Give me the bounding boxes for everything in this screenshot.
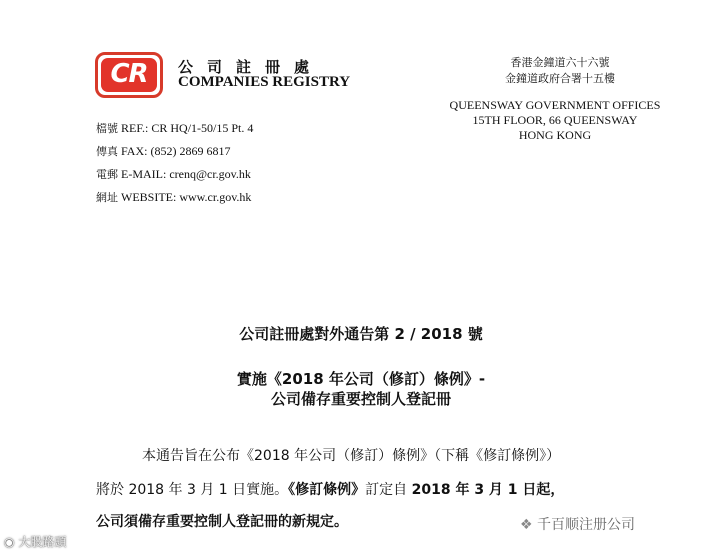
contact-fax-value: FAX: (852) 2869 6817 (121, 144, 231, 158)
body-line-2-part-c: 訂定自 (365, 482, 408, 498)
wechat-icon: ❖ (520, 517, 533, 533)
contact-ref-value: REF.: CR HQ/1-50/15 Pt. 4 (121, 121, 254, 135)
watermark-right-text: 千百顺注册公司 (537, 517, 636, 533)
address-en-line-1: QUEENSWAY GOVERNMENT OFFICES (449, 98, 661, 112)
weibo-icon: ◉ (4, 535, 15, 549)
notice-title: 公司註冊處對外通告第 2 / 2018 號 (239, 325, 483, 343)
contact-ref-label: 檔號 (96, 122, 118, 135)
body-line-2-ordinance: 《修訂條例》 (288, 482, 366, 498)
contact-email-label: 電郵 (96, 168, 118, 181)
contact-fax-label: 傳真 (96, 145, 118, 158)
notice-subtitle-line-2: 公司備存重要控制人登記冊 (270, 390, 451, 408)
cr-logo (95, 52, 163, 98)
contact-email-value: E-MAIL: crenq@cr.gov.hk (121, 167, 251, 181)
address-zh-line-2: 金鐘道政府合署十五樓 (505, 72, 615, 85)
body-line-2-part-a: 將於 2018 年 3 月 1 日實施。 (96, 482, 289, 498)
body-line-3: 公司須備存重要控制人登記冊的新規定。 (96, 514, 348, 530)
contact-website-value: WEBSITE: www.cr.gov.hk (121, 190, 252, 204)
org-name-en: COMPANIES REGISTRY (178, 74, 351, 90)
body-line-2 (96, 479, 564, 499)
watermark-left-text: 大股路頭 (18, 535, 67, 549)
address-zh-line-1: 香港金鐘道六十六號 (510, 56, 610, 69)
body-line-1: 本通告旨在公布《2018 年公司（修訂）條例》（下稱《修訂條例》） (142, 448, 561, 464)
body-line-2-date: 2018 年 3 月 1 日起， (411, 482, 565, 498)
contact-fax (96, 143, 230, 159)
notice-subtitle-line-1: 實施《2018 年公司（修訂）條例》- (236, 370, 486, 388)
contact-website-label: 網址 (96, 191, 118, 204)
address-en-line-3: HONG KONG (518, 128, 592, 142)
watermark-right (520, 514, 635, 534)
contact-website (96, 189, 251, 205)
contact-email (96, 166, 251, 182)
cr-logo-text: CR (110, 59, 148, 89)
org-name-zh: 公司註冊處 (178, 58, 324, 76)
watermark-left (4, 533, 66, 550)
contact-ref (96, 120, 253, 136)
address-en-line-2: 15TH FLOOR, 66 QUEENSWAY (472, 113, 638, 127)
